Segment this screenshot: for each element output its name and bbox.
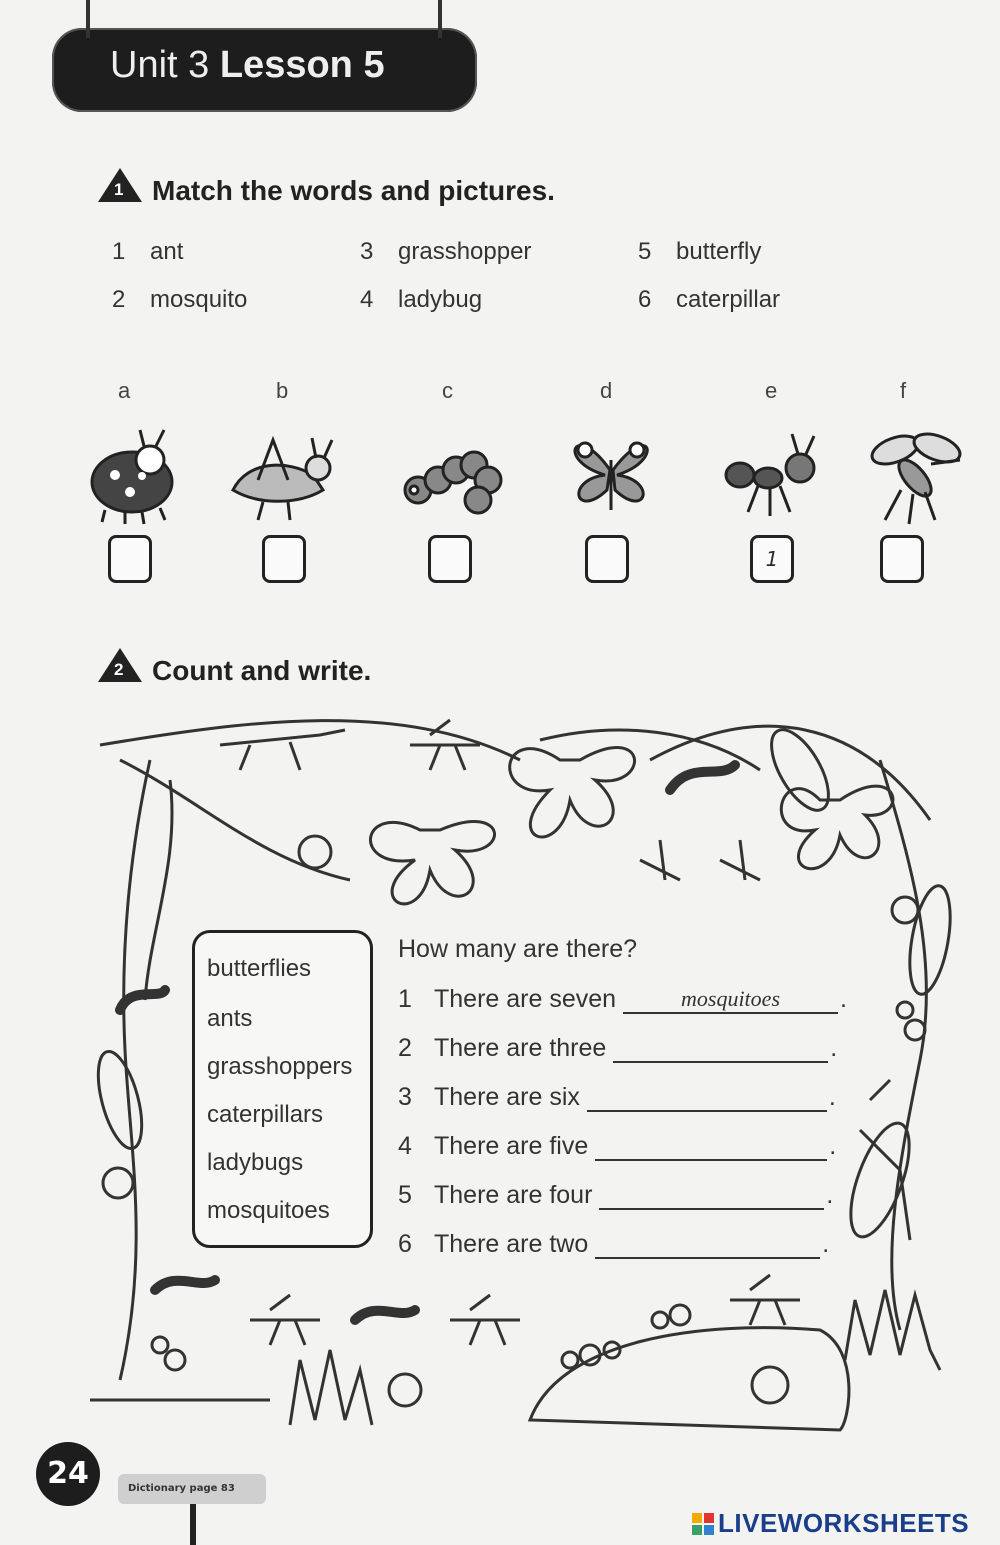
footer-post	[190, 1504, 196, 1545]
ladybug-icon	[80, 420, 190, 530]
word-bank-item: grasshoppers	[207, 1053, 353, 1080]
unit-label: Unit 3	[110, 44, 210, 86]
grasshopper-icon	[228, 420, 338, 530]
count-sentence-2: 2 There are three .	[398, 1034, 838, 1062]
answer-box-b[interactable]	[262, 535, 306, 583]
ant-icon	[718, 420, 828, 530]
word-bank-item: ladybugs	[207, 1149, 304, 1176]
count-sentence-4: 4 There are five .	[398, 1132, 837, 1160]
picture-letter-a: a	[118, 378, 131, 403]
banner-title	[110, 44, 385, 87]
word-bank-item: mosquitoes	[207, 1197, 330, 1224]
dictionary-reference: Dictionary page 83	[118, 1474, 266, 1504]
count-sentence-1: 1 There are seven mosquitoes .	[398, 985, 847, 1013]
count-sentence-6: 6 There are two .	[398, 1230, 830, 1258]
page-number: 24	[36, 1442, 100, 1506]
answer-blank-5[interactable]	[599, 1182, 824, 1210]
picture-letter-d: d	[600, 378, 613, 403]
word-bank-item: caterpillars	[207, 1101, 324, 1128]
exercise1-title: 1 Match the words and pictures.	[98, 168, 555, 207]
answer-blank-3[interactable]	[587, 1084, 827, 1112]
picture-letter-f: f	[900, 378, 907, 403]
picture-letter-c: c	[442, 378, 453, 403]
answer-box-a[interactable]	[108, 535, 152, 583]
liveworksheets-brand[interactable]: LIVEWORKSHEETS	[692, 1508, 969, 1539]
count-sentence-3: 3 There are six .	[398, 1083, 836, 1111]
word-bank-item: butterflies	[207, 955, 312, 982]
count-sentence-5: 5 There are four .	[398, 1181, 834, 1209]
match-word-1: 1 ant	[112, 238, 184, 265]
match-word-3: 3 grasshopper	[360, 238, 532, 265]
match-word-6: 6 caterpillar	[638, 286, 781, 313]
exercise2-title: 2 Count and write.	[98, 648, 371, 687]
exercise1-badge-icon: 1	[98, 168, 142, 202]
liveworksheets-logo-icon	[692, 1513, 714, 1535]
answer-box-c[interactable]	[428, 535, 472, 583]
answer-blank-2[interactable]	[613, 1035, 828, 1063]
answer-box-f[interactable]	[880, 535, 924, 583]
word-bank	[192, 930, 373, 1248]
word-bank-item: ants	[207, 1005, 253, 1032]
match-word-4: 4 ladybug	[360, 286, 483, 313]
mosquito-icon	[865, 420, 975, 530]
lesson-label: Lesson 5	[219, 44, 385, 86]
answer-blank-4[interactable]	[595, 1133, 827, 1161]
answer-box-d[interactable]	[585, 535, 629, 583]
butterfly-icon	[555, 420, 665, 530]
match-word-2: 2 mosquito	[112, 286, 248, 313]
picture-letter-b: b	[276, 378, 289, 403]
picture-letter-e: e	[765, 378, 778, 403]
caterpillar-icon	[398, 420, 508, 530]
answer-blank-6[interactable]	[595, 1231, 820, 1259]
count-question: How many are there?	[398, 935, 638, 963]
unit-lesson-banner	[52, 28, 477, 112]
answer-box-e[interactable]: 1	[750, 535, 794, 583]
match-word-5: 5 butterfly	[638, 238, 762, 265]
answer-blank-1[interactable]: mosquitoes	[623, 986, 838, 1014]
exercise2-badge-icon: 2	[98, 648, 142, 682]
